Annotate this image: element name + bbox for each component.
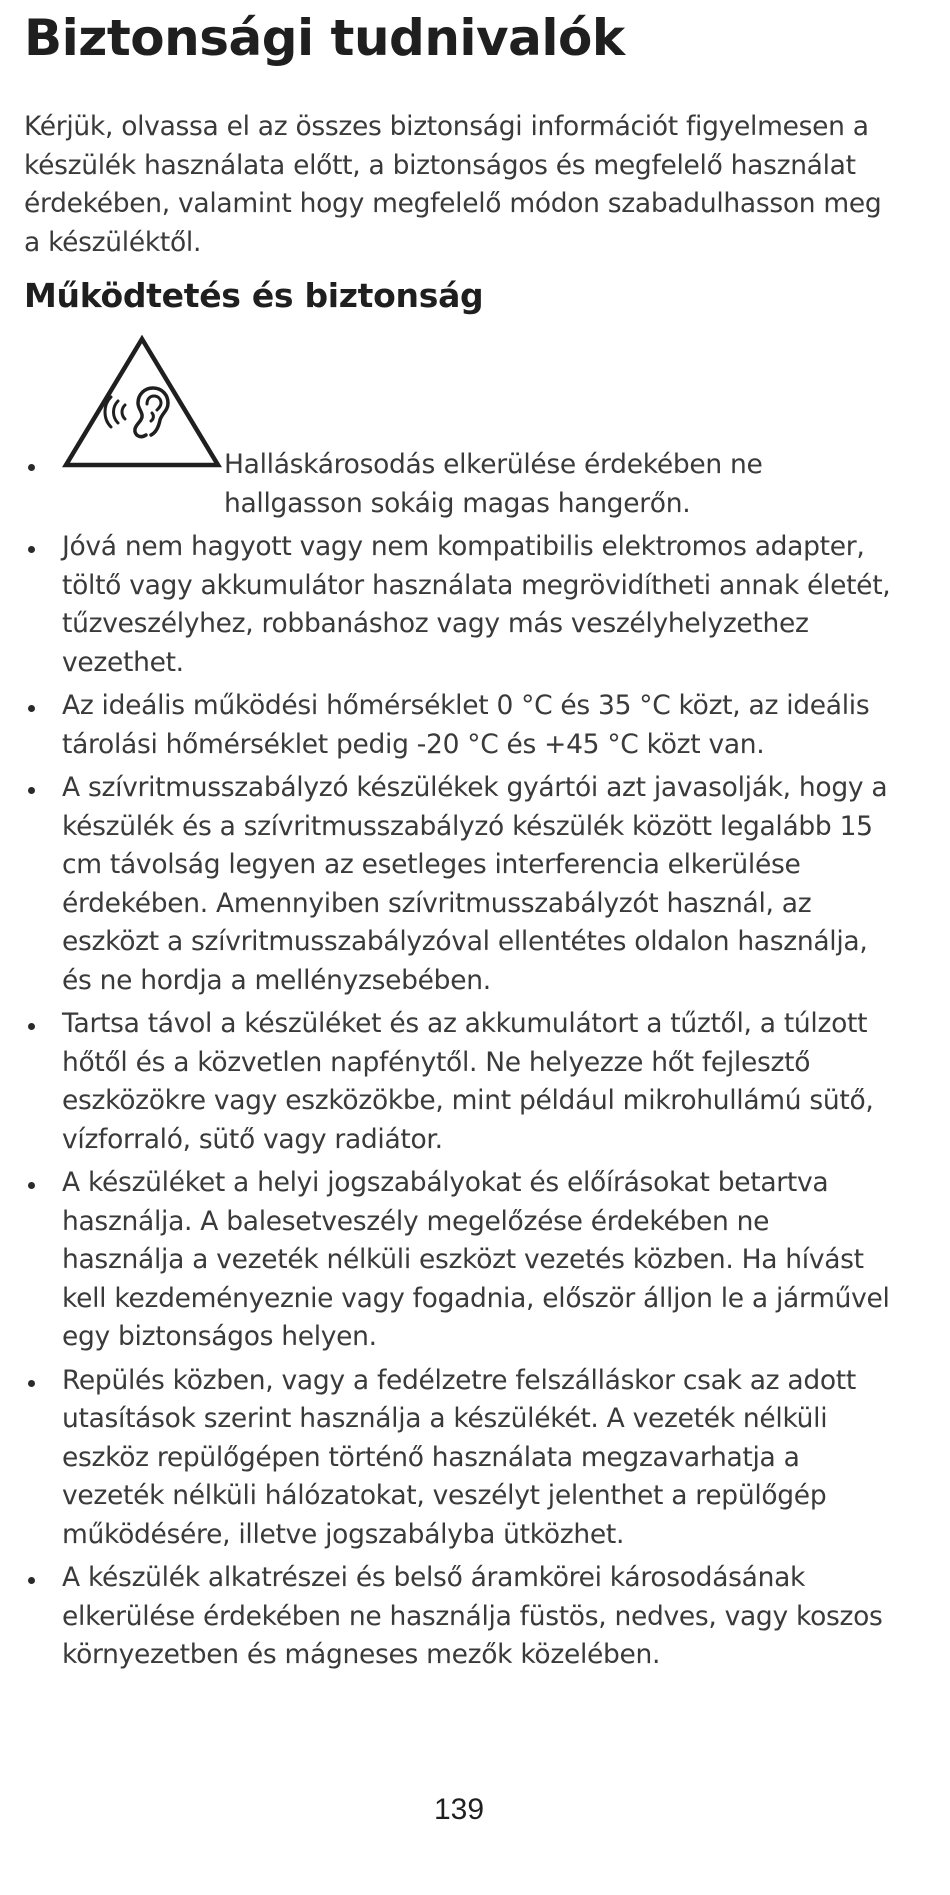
list-item [24, 528, 894, 682]
list-item [24, 769, 894, 1000]
bullet-icon [28, 1577, 35, 1584]
list-item [24, 1559, 894, 1675]
intro-paragraph: Kérjük, olvassa el az összes biztonsági információt figyelmesen a készülék használata előtt, a biztonságos és megfelelő használat érdekében, valamint hogy megfelelő módon szabadulhasson meg a készüléktől. [24, 111, 882, 258]
bullet-icon [28, 1182, 35, 1189]
bullet-icon [28, 787, 35, 794]
list-item-text: Jóvá nem hagyott vagy nem kompatibilis elektromos adapter, töltő vagy akkumulátor használata megrövidítheti annak életét, tűzveszélyhez, robbanáshoz vagy más veszélyhelyzethez vezethet. [62, 531, 891, 678]
bullet-icon [28, 1380, 35, 1387]
list-item-text: Repülés közben, vagy a fedélzetre felszálláskor csak az adott utasítások szerint használja a készülékét. A vezeték nélküli eszköz repülőgépen történő használata megzavarhatja a vezeték nélküli hálózatokat, veszélyt jelenthet a repülőgép működésére, illetve jogszabályba ütközhet. [62, 1364, 856, 1550]
page-number: 139 [433, 1793, 485, 1826]
list-item [24, 1164, 894, 1357]
list-item [24, 687, 894, 764]
section-title: Működtetés és biztonság [24, 276, 484, 315]
bullet-icon [28, 1023, 35, 1030]
bullet-icon [28, 705, 35, 712]
list-item-text: A szívritmusszabályzó készülékek gyártói azt javasolják, hogy a készülék és a szívritmusszabályzó készülék között legalább 15 cm távolság legyen az esetleges interferencia elkerülése érdekében. Amennyiben szívritmusszabályzót használ, az eszközt a szívritmusszabályzóval ellentétes oldalon használja, és ne hordja a mellényzsebében. [62, 772, 888, 996]
list-item-text: A készülék alkatrészei és belső áramkörei károsodásának elkerülése érdekében ne használja füstös, nedves, vagy koszos környezetben és mágneses mezők közelében. [62, 1562, 883, 1670]
page-title: Biztonsági tudnivalók [24, 9, 625, 67]
list-item-text: Az ideális működési hőmérséklet 0 °C és 35 °C közt, az ideális tárolási hőmérséklet pedig -20 °C és +45 °C közt van. [62, 690, 870, 760]
list-item-text: Halláskárosodás elkerülése érdekében ne hallgasson sokáig magas hangerőn. [224, 449, 763, 519]
list-item-text: A készüléket a helyi jogszabályokat és előírásokat betartva használja. A balesetveszély megelőzése érdekében ne használja a vezeték nélküli eszközt vezetés közben. Ha hívást kell kezdeményeznie vagy fogadnia, először álljon le a járművel egy biztonságos helyen. [62, 1167, 890, 1352]
list-item-text: Tartsa távol a készüléket és az akkumulátort a tűztől, a túlzott hőtől és a közvetlen napfénytől. Ne helyezze hőt fejlesztő eszközökre vagy eszközökbe, mint például mikrohullámú sütő, vízforraló, sütő vagy radiátor. [62, 1008, 874, 1155]
bullet-icon [28, 464, 35, 471]
list-item [24, 1005, 894, 1159]
list-item [24, 1362, 894, 1555]
bullet-icon [28, 546, 35, 553]
list-item [24, 446, 894, 523]
safety-list [24, 446, 894, 1680]
